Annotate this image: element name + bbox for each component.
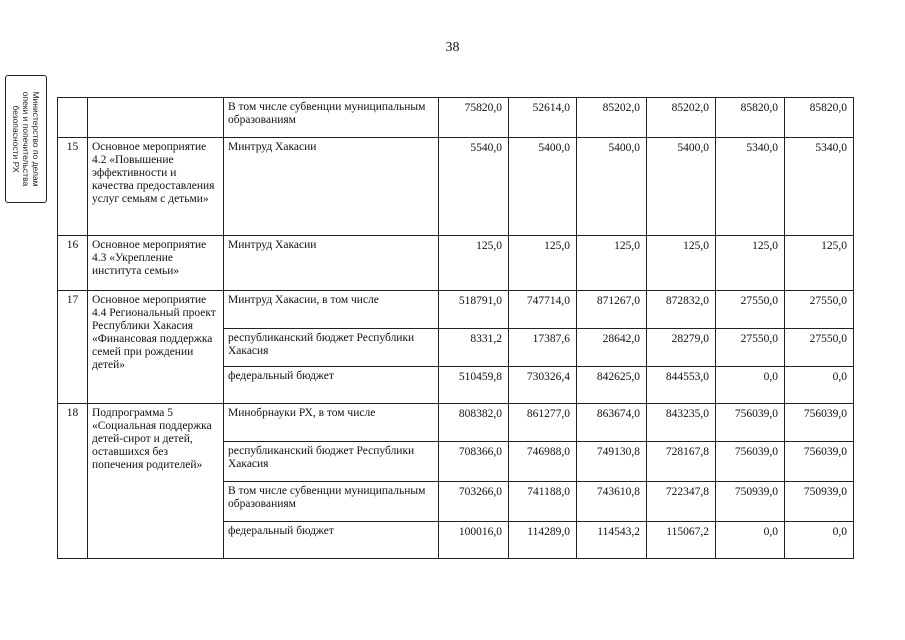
value-cell: 5340,0 [785, 138, 854, 236]
registration-stamp [5, 75, 47, 203]
value-cell: 728167,8 [647, 442, 716, 482]
row-number: 18 [58, 404, 88, 559]
measure-name: Подпрограмма 5 «Социальная поддержка детей-сирот и детей, оставшихся без попечения родителей» [88, 404, 224, 559]
value-cell: 0,0 [785, 367, 854, 404]
value-cell: 5400,0 [647, 138, 716, 236]
row-number: 16 [58, 236, 88, 291]
value-cell: 28642,0 [577, 329, 647, 367]
value-cell: 750939,0 [716, 482, 785, 522]
value-cell: 708366,0 [439, 442, 509, 482]
value-cell: 125,0 [716, 236, 785, 291]
value-cell: 756039,0 [716, 442, 785, 482]
table-row [58, 98, 854, 138]
value-cell: 756039,0 [785, 404, 854, 442]
value-cell: 747714,0 [509, 291, 577, 329]
value-cell: 518791,0 [439, 291, 509, 329]
value-cell: 125,0 [509, 236, 577, 291]
value-cell: 85202,0 [577, 98, 647, 138]
funding-source: В том числе субвенции муниципальным образованиям [224, 98, 439, 138]
value-cell: 703266,0 [439, 482, 509, 522]
measure-name: Основное мероприятие 4.4 Региональный проект Республики Хакасия «Финансовая поддержка семей при рождении детей» [88, 291, 224, 404]
stamp-text [11, 78, 41, 200]
value-cell: 125,0 [785, 236, 854, 291]
value-cell: 743610,8 [577, 482, 647, 522]
value-cell: 843235,0 [647, 404, 716, 442]
value-cell: 510459,8 [439, 367, 509, 404]
value-cell: 17387,6 [509, 329, 577, 367]
value-cell: 28279,0 [647, 329, 716, 367]
page-number: 38 [445, 40, 460, 55]
measure-name: Основное мероприятие 4.2 «Повышение эффективности и качества предоставления услуг семьям с детьми» [88, 138, 224, 236]
funding-source: Минтруд Хакасии [224, 236, 439, 291]
value-cell: 100016,0 [439, 522, 509, 559]
value-cell: 863674,0 [577, 404, 647, 442]
value-cell: 746988,0 [509, 442, 577, 482]
value-cell: 52614,0 [509, 98, 577, 138]
value-cell: 861277,0 [509, 404, 577, 442]
value-cell: 0,0 [785, 522, 854, 559]
value-cell: 844553,0 [647, 367, 716, 404]
table-row [58, 404, 854, 442]
value-cell: 27550,0 [716, 329, 785, 367]
value-cell: 125,0 [439, 236, 509, 291]
row-number: 17 [58, 291, 88, 404]
value-cell: 8331,2 [439, 329, 509, 367]
funding-source: Минтруд Хакасии, в том числе [224, 291, 439, 329]
value-cell: 5540,0 [439, 138, 509, 236]
value-cell: 842625,0 [577, 367, 647, 404]
value-cell: 756039,0 [785, 442, 854, 482]
value-cell: 722347,8 [647, 482, 716, 522]
value-cell: 125,0 [577, 236, 647, 291]
value-cell: 85820,0 [716, 98, 785, 138]
value-cell: 114543,2 [577, 522, 647, 559]
stamp-line-2: опеки и попечительства [21, 91, 31, 187]
row-number: 15 [58, 138, 88, 236]
table-row [58, 291, 854, 329]
budget-table [57, 97, 854, 559]
funding-source: федеральный бюджет [224, 367, 439, 404]
value-cell: 5400,0 [577, 138, 647, 236]
value-cell: 756039,0 [716, 404, 785, 442]
stamp-line-1: Министерство по делам [31, 91, 41, 187]
value-cell: 85820,0 [785, 98, 854, 138]
funding-source: республиканский бюджет Республики Хакасия [224, 329, 439, 367]
measure-name [88, 98, 224, 138]
value-cell: 125,0 [647, 236, 716, 291]
value-cell: 0,0 [716, 367, 785, 404]
stamp-line-3: безопасности РХ [11, 105, 21, 173]
value-cell: 5400,0 [509, 138, 577, 236]
table-row [58, 236, 854, 291]
value-cell: 741188,0 [509, 482, 577, 522]
row-number [58, 98, 88, 138]
funding-source: федеральный бюджет [224, 522, 439, 559]
value-cell: 871267,0 [577, 291, 647, 329]
value-cell: 808382,0 [439, 404, 509, 442]
value-cell: 872832,0 [647, 291, 716, 329]
value-cell: 27550,0 [785, 329, 854, 367]
funding-source: Минтруд Хакасии [224, 138, 439, 236]
value-cell: 114289,0 [509, 522, 577, 559]
table-row [58, 138, 854, 236]
measure-name: Основное мероприятие 4.3 «Укрепление института семьи» [88, 236, 224, 291]
value-cell: 0,0 [716, 522, 785, 559]
value-cell: 115067,2 [647, 522, 716, 559]
value-cell: 749130,8 [577, 442, 647, 482]
funding-source: республиканский бюджет Республики Хакасия [224, 442, 439, 482]
value-cell: 730326,4 [509, 367, 577, 404]
value-cell: 5340,0 [716, 138, 785, 236]
value-cell: 85202,0 [647, 98, 716, 138]
value-cell: 27550,0 [785, 291, 854, 329]
funding-source: В том числе субвенции муниципальным образованиям [224, 482, 439, 522]
funding-source: Минобрнауки РХ, в том числе [224, 404, 439, 442]
value-cell: 750939,0 [785, 482, 854, 522]
value-cell: 27550,0 [716, 291, 785, 329]
value-cell: 75820,0 [439, 98, 509, 138]
